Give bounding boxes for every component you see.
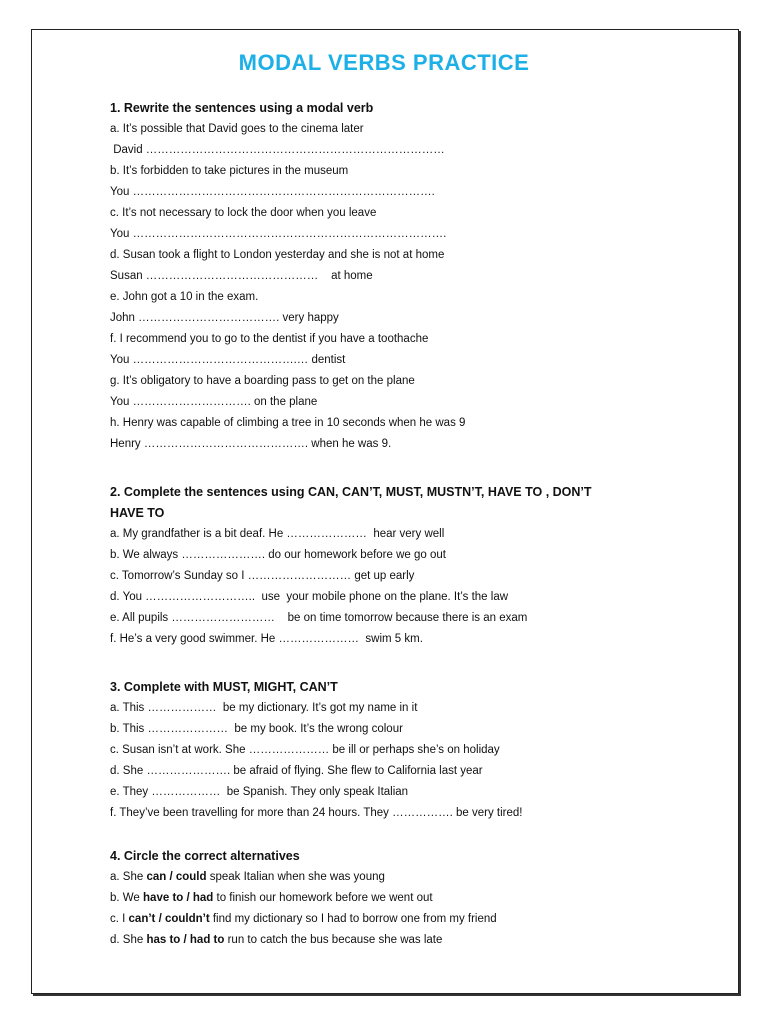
item-text-after: run to catch the bus because she was late: [224, 934, 443, 946]
exercise-1-line: c. It’s not necessary to lock the door when you leave: [110, 207, 377, 219]
exercise-2-line: d. You ……………………….. use your mobile phone on the plane. It’s the law: [110, 591, 509, 603]
exercise-1-line: a. It’s possible that David goes to the cinema later: [110, 123, 364, 135]
exercise-3-line: e. They ……………… be Spanish. They only speak Italian: [110, 786, 409, 798]
exercise-4-line: [110, 888, 670, 909]
section-3: [110, 677, 670, 824]
exercise-1-line: You …………………………. on the plane: [110, 396, 318, 408]
exercise-1-line: e. John got a 10 in the exam.: [110, 291, 259, 303]
section-1: [110, 98, 670, 455]
alternatives-choice[interactable]: has to / had to: [146, 934, 225, 946]
exercise-1-line: Susan ……………………………………… at home: [110, 270, 373, 282]
item-text-before: d. She: [110, 934, 147, 946]
section-4-heading: 4. Circle the correct alternatives: [110, 849, 300, 863]
exercise-2-line: a. My grandfather is a bit deaf. He ………………… hear very well: [110, 528, 445, 540]
exercise-1-line: b. It’s forbidden to take pictures in the museum: [110, 165, 349, 177]
section-2: [110, 482, 670, 650]
exercise-2-line: b. We always …………………. do our homework before we go out: [110, 549, 446, 561]
exercise-1-line: Henry ……………………………………. when he was 9.: [110, 438, 392, 450]
item-text-before: b. We: [110, 892, 144, 904]
exercise-1-line: You …………………………………….… dentist: [110, 354, 346, 366]
exercise-4-line: [110, 930, 670, 951]
section-2-heading-line-1: 2. Complete the sentences using CAN, CAN’T, MUST, MUSTN’T, HAVE TO , DON’T: [110, 485, 592, 499]
alternatives-choice[interactable]: have to / had: [143, 892, 214, 904]
exercise-2-line: e. All pupils ……………………… be on time tomorrow because there is an exam: [110, 612, 528, 624]
section-4: [110, 846, 670, 951]
section-2-lines: [110, 524, 670, 650]
exercise-1-line: David ……………………………………………………………………: [110, 144, 445, 156]
exercise-2-line: c. Tomorrow’s Sunday so I ……………………… get up early: [110, 570, 415, 582]
alternatives-choice[interactable]: can / could: [146, 871, 207, 883]
exercise-1-line: d. Susan took a flight to London yesterday and she is not at home: [110, 249, 445, 261]
exercise-2-line: f. He’s a very good swimmer. He ………………… swim 5 km.: [110, 633, 423, 645]
exercise-1-line: John ………………………………. very happy: [110, 312, 339, 324]
exercise-1-line: You ……………………………………………………………………….: [110, 228, 447, 240]
exercise-4-line: [110, 909, 670, 930]
section-4-lines: [110, 867, 670, 951]
exercise-1-line: You …………………………………………………………………….: [110, 186, 435, 198]
item-text-after: to finish our homework before we went out: [213, 892, 433, 904]
exercise-3-line: f. They’ve been travelling for more than 24 hours. They ……………. be very tired!: [110, 807, 523, 819]
exercise-1-line: g. It’s obligatory to have a boarding pass to get on the plane: [110, 375, 415, 387]
worksheet-title: MODAL VERBS PRACTICE: [238, 50, 530, 75]
exercise-3-line: a. This ……………… be my dictionary. It’s got my name in it: [110, 702, 418, 714]
alternatives-choice[interactable]: can’t / couldn’t: [128, 913, 210, 925]
exercise-4-line: [110, 867, 670, 888]
section-3-heading: 3. Complete with MUST, MIGHT, CAN’T: [110, 680, 338, 694]
item-text-before: c. I: [110, 913, 129, 925]
exercise-1-line: f. I recommend you to go to the dentist if you have a toothache: [110, 333, 429, 345]
item-text-before: a. She: [110, 871, 147, 883]
item-text-after: find my dictionary so I had to borrow one from my friend: [209, 913, 497, 925]
section-1-heading: 1. Rewrite the sentences using a modal verb: [110, 101, 374, 115]
section-1-lines: [110, 119, 670, 455]
section-2-heading-line-2: HAVE TO: [110, 506, 165, 520]
exercise-3-line: c. Susan isn’t at work. She ………………… be ill or perhaps she’s on holiday: [110, 744, 500, 756]
exercise-3-line: d. She …………………. be afraid of flying. She flew to California last year: [110, 765, 483, 777]
exercise-1-line: h. Henry was capable of climbing a tree in 10 seconds when he was 9: [110, 417, 466, 429]
exercise-3-line: b. This ………………… be my book. It’s the wrong colour: [110, 723, 403, 735]
item-text-after: speak Italian when she was young: [206, 871, 385, 883]
section-3-lines: [110, 698, 670, 824]
